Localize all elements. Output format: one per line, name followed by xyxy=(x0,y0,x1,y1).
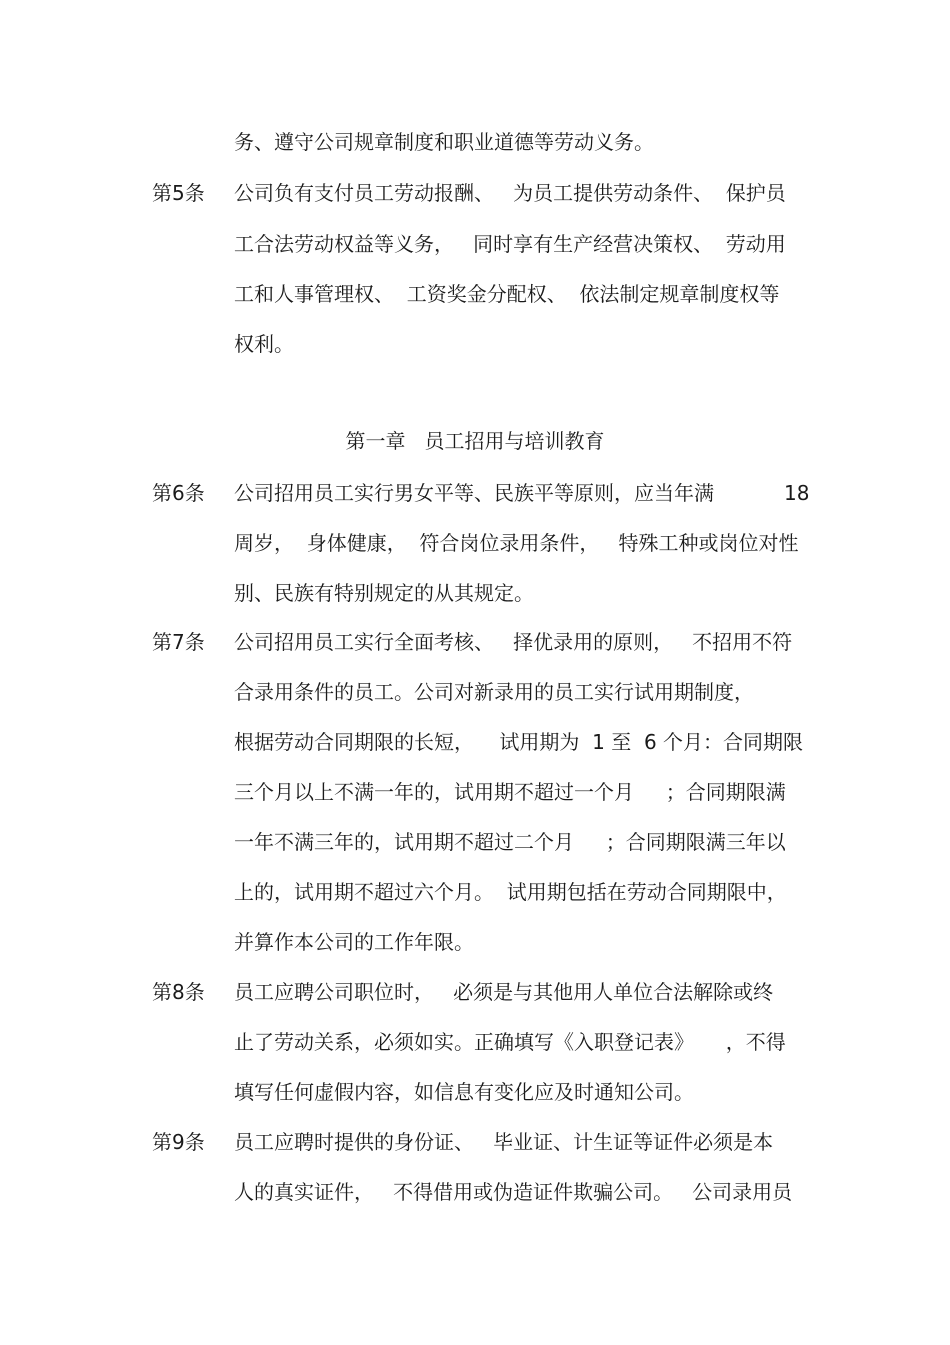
article-7-line-7: 并算作本公司的工作年限。 xyxy=(234,930,474,954)
article-6-line-2: 周岁， 身体健康， 符合岗位录用条件， 特殊工种或岗位对性 xyxy=(234,531,799,555)
article-6-label: 第6条 xyxy=(152,481,205,505)
article-7-line-4: 三个月以上不满一年的，试用期不超过一个月 ；合同期限满 xyxy=(234,780,786,804)
article-5-line-4: 权利。 xyxy=(234,332,294,356)
article-5-line-1: 公司负有支付员工劳动报酬、 为员工提供劳动条件、 保护员 xyxy=(234,181,786,205)
chapter-title: 第一章 员工招用与培训教育 xyxy=(345,429,605,453)
article-5-line-2: 工合法劳动权益等义务， 同时享有生产经营决策权、 劳动用 xyxy=(234,232,786,256)
article-8-line-3: 填写任何虚假内容，如信息有变化应及时通知公司。 xyxy=(234,1080,694,1104)
article-8-line-1: 员工应聘公司职位时， 必须是与其他用人单位合法解除或终 xyxy=(234,980,774,1004)
article-6-line-3: 别、民族有特别规定的从其规定。 xyxy=(234,581,534,605)
article-8-line-2: 止了劳动关系，必须如实。正确填写《入职登记表》 ，不得 xyxy=(234,1030,786,1054)
article-6-age: 18 xyxy=(784,481,810,505)
article-5-line-3: 工和人事管理权、 工资奖金分配权、 依法制定规章制度权等 xyxy=(234,282,780,306)
article-5-label: 第5条 xyxy=(152,181,205,205)
article-7-line-3: 根据劳动合同期限的长短， 试用期为 1 至 6 个月：合同期限 xyxy=(234,730,804,754)
article-8-label: 第8条 xyxy=(152,980,205,1004)
continuation-line: 务、遵守公司规章制度和职业道德等劳动义务。 xyxy=(234,130,654,154)
article-7-label: 第7条 xyxy=(152,630,205,654)
article-9-line-2: 人的真实证件， 不得借用或伪造证件欺骗公司。 公司录用员 xyxy=(234,1180,793,1204)
article-7-line-2: 合录用条件的员工。公司对新录用的员工实行试用期制度， xyxy=(234,680,754,704)
article-9-line-1: 员工应聘时提供的身份证、 毕业证、计生证等证件必须是本 xyxy=(234,1130,774,1154)
article-6-line-1: 公司招用员工实行男女平等、民族平等原则，应当年满 xyxy=(234,481,714,505)
article-7-line-5: 一年不满三年的，试用期不超过二个月 ；合同期限满三年以 xyxy=(234,830,786,854)
article-7-line-1: 公司招用员工实行全面考核、 择优录用的原则， 不招用不符 xyxy=(234,630,793,654)
article-7-line-6: 上的，试用期不超过六个月。 试用期包括在劳动合同期限中， xyxy=(234,880,787,904)
article-9-label: 第9条 xyxy=(152,1130,205,1154)
